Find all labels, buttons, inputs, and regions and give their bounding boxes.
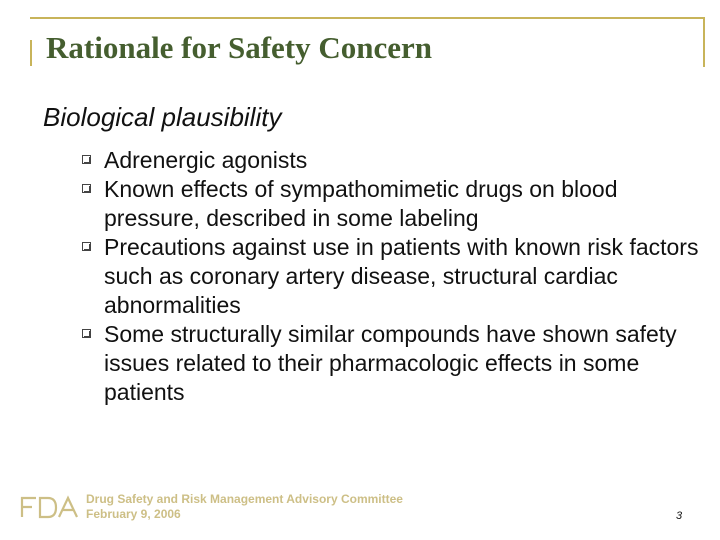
title-frame-right-line bbox=[703, 17, 705, 67]
bullet-text: Adrenergic agonists bbox=[104, 147, 308, 173]
title-frame-top-line bbox=[30, 17, 704, 19]
checkbox-bullet-icon bbox=[82, 242, 91, 251]
bullet-text: Some structurally similar compounds have shown safety issues related to their pharmacologic effects in some patients bbox=[104, 321, 677, 405]
bullet-item bbox=[82, 233, 702, 320]
slide-subtitle: Biological plausibility bbox=[43, 102, 282, 132]
bullet-item bbox=[82, 146, 702, 175]
bullet-list bbox=[82, 146, 702, 407]
checkbox-bullet-icon bbox=[82, 155, 91, 164]
footer-date: February 9, 2006 bbox=[86, 507, 181, 521]
bullet-text: Known effects of sympathomimetic drugs on blood pressure, described in some labeling bbox=[104, 176, 618, 231]
footer-committee: Drug Safety and Risk Management Advisory Committee bbox=[86, 492, 403, 506]
fda-logo bbox=[18, 494, 80, 520]
bullet-item bbox=[82, 320, 702, 407]
bullet-item bbox=[82, 175, 702, 233]
checkbox-bullet-icon bbox=[82, 329, 91, 338]
bullet-text: Precautions against use in patients with known risk factors such as coronary artery disease, structural cardiac abnormalities bbox=[104, 234, 699, 318]
page-number: 3 bbox=[676, 510, 683, 522]
checkbox-bullet-icon bbox=[82, 184, 91, 193]
slide-title: Rationale for Safety Concern bbox=[46, 30, 433, 65]
title-frame-left-line bbox=[30, 40, 32, 66]
